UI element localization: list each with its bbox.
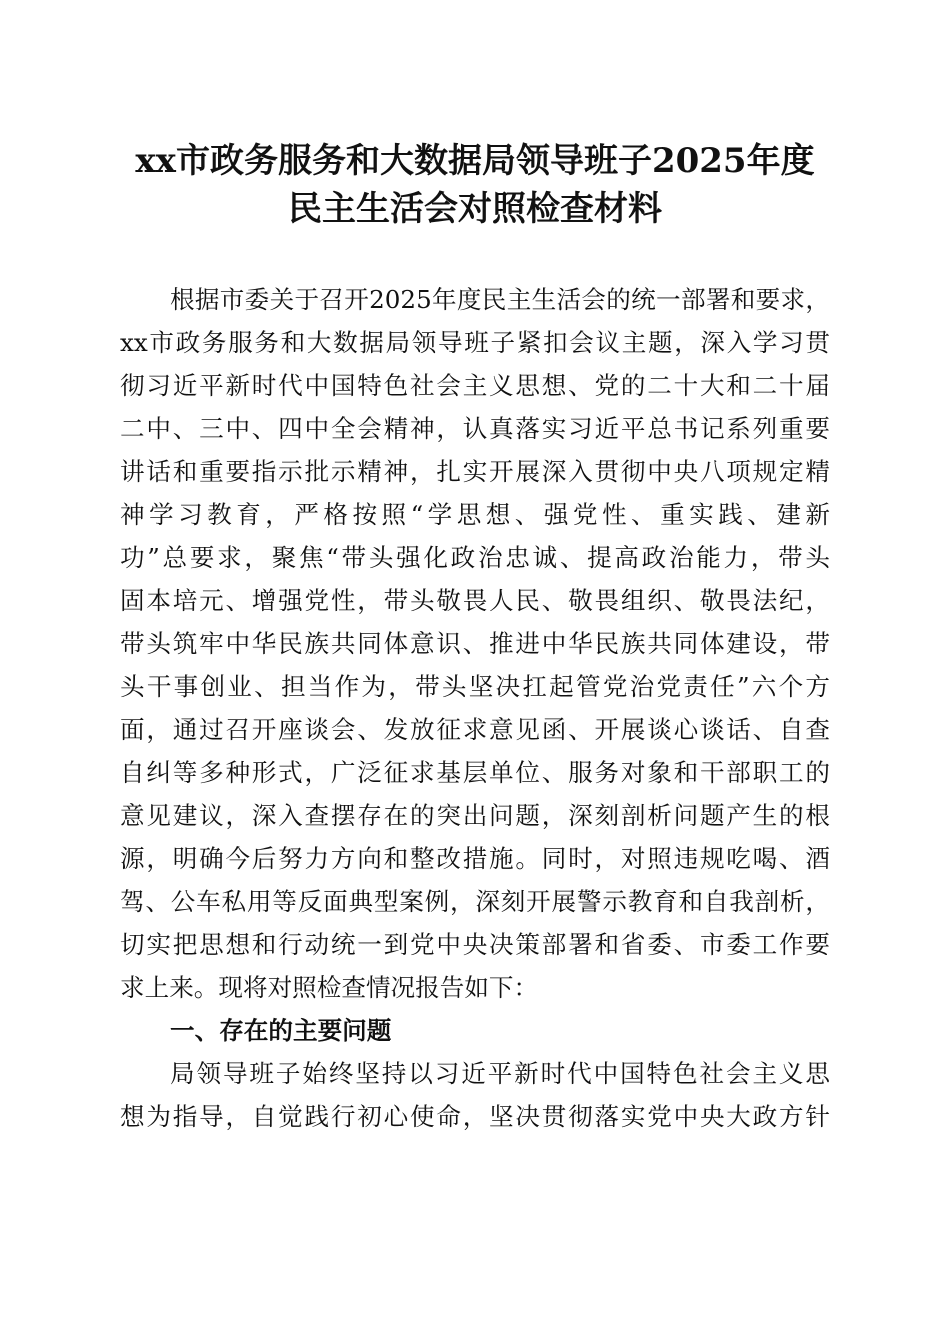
paragraph-line: 意见建议，深入查摆存在的突出问题，深刻剖析问题产生的根 [120, 801, 830, 830]
paragraph-line: 根据市委关于召开2025年度民主生活会的统一部署和要求， [170, 285, 830, 314]
paragraph-line: 驾、公车私用等反面典型案例，深刻开展警示教育和自我剖析， [120, 887, 830, 916]
paragraph-line: xx市政务服务和大数据局领导班子紧扣会议主题，深入学习贯 [120, 328, 830, 357]
paragraph-line: 功”总要求，聚焦“带头强化政治忠诚、提高政治能力，带头 [120, 543, 830, 572]
section-heading: 一、存在的主要问题 [170, 1016, 392, 1045]
paragraph-line: 求上来。现将对照检查情况报告如下： [120, 973, 539, 1002]
paragraph-line: 想为指导，自觉践行初心使命，坚决贯彻落实党中央大政方针 [120, 1102, 830, 1131]
paragraph-line: 固本培元、增强党性，带头敬畏人民、敬畏组织、敬畏法纪， [120, 586, 830, 615]
paragraph-line: 自纠等多种形式，广泛征求基层单位、服务对象和干部职工的 [120, 758, 830, 787]
paragraph-line: 源，明确今后努力方向和整改措施。同时，对照违规吃喝、酒 [120, 844, 830, 873]
paragraph-line: 讲话和重要指示批示精神，扎实开展深入贯彻中央八项规定精 [120, 457, 830, 486]
paragraph-line: 神学习教育，严格按照“学思想、强党性、重实践、建新 [120, 500, 830, 529]
paragraph-line: 彻习近平新时代中国特色社会主义思想、党的二十大和二十届 [120, 371, 830, 400]
document-title-line-1: xx市政务服务和大数据局领导班子2025年度 [135, 141, 815, 181]
paragraph-line: 切实把思想和行动统一到党中央决策部署和省委、市委工作要 [120, 930, 830, 959]
paragraph-line: 头干事创业、担当作为，带头坚决扛起管党治党责任”六个方 [120, 672, 830, 701]
paragraph-line: 带头筑牢中华民族共同体意识、推进中华民族共同体建设，带 [120, 629, 830, 658]
paragraph-line: 二中、三中、四中全会精神，认真落实习近平总书记系列重要 [120, 414, 830, 443]
paragraph-line: 面，通过召开座谈会、发放征求意见函、开展谈心谈话、自查 [120, 715, 830, 744]
document-title-line-2: 民主生活会对照检查材料 [288, 189, 662, 229]
paragraph-line: 局领导班子始终坚持以习近平新时代中国特色社会主义思 [170, 1059, 830, 1088]
